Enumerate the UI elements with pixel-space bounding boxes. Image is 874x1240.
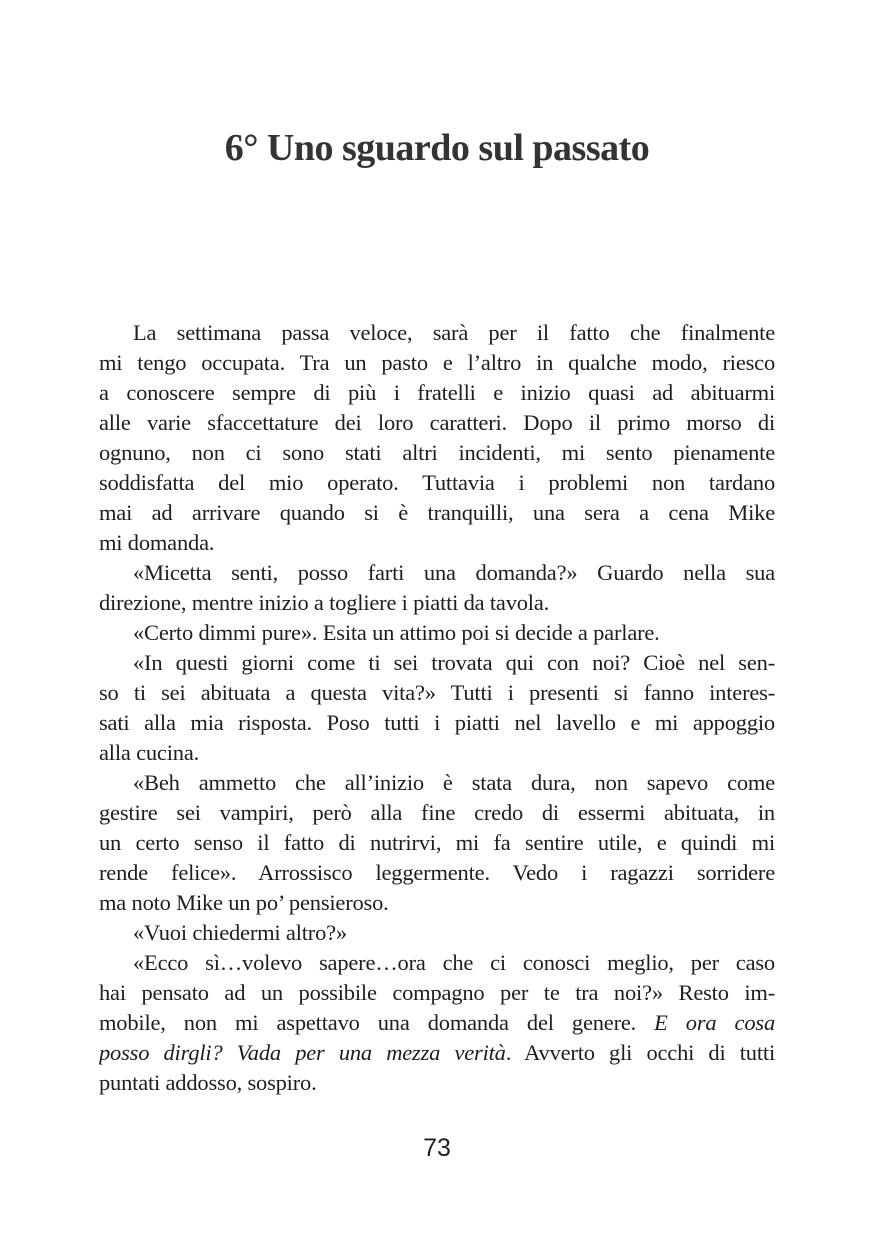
- text-line: [99, 768, 775, 798]
- paragraph: [99, 768, 775, 918]
- text-segment: alla cucina.: [99, 740, 200, 765]
- text-segment: gestire sei vampiri, però alla fine credo di essermi abituata, in: [99, 800, 775, 825]
- text-segment: un certo senso il fatto di nutrirvi, mi fa sentire utile, e quindi mi: [99, 830, 775, 855]
- text-segment: mi domanda.: [99, 530, 215, 555]
- text-line: [99, 648, 775, 678]
- text-line: [99, 738, 775, 768]
- text-segment: ognuno, non ci sono stati altri incidenti, mi sento pienamente: [99, 440, 775, 465]
- text-segment: «Vuoi chiedermi altro?»: [133, 920, 347, 945]
- text-segment: «Ecco sì…volevo sapere…ora che ci conosci meglio, per caso: [133, 950, 775, 975]
- body-text: [99, 318, 775, 1098]
- text-line: [99, 978, 775, 1008]
- text-line: [99, 348, 775, 378]
- text-line: [99, 618, 775, 648]
- paragraph: [99, 918, 775, 948]
- text-line: [99, 858, 775, 888]
- paragraph: [99, 318, 775, 558]
- text-line: [99, 378, 775, 408]
- text-segment: ma noto Mike un po’ pensieroso.: [99, 890, 389, 915]
- page-number: 73: [423, 1134, 451, 1162]
- text-line: [99, 558, 775, 588]
- text-line: [99, 798, 775, 828]
- text-line: [99, 408, 775, 438]
- text-segment: soddisfatta del mio operato. Tuttavia i problemi non tardano: [99, 470, 775, 495]
- text-segment: a conoscere sempre di più i fratelli e inizio quasi ad abituarmi: [99, 380, 775, 405]
- text-line: [99, 918, 775, 948]
- text-line: [99, 888, 775, 918]
- text-segment: mobile, non mi aspettavo una domanda del genere.: [99, 1010, 655, 1035]
- italic-segment: E ora cosa: [654, 1010, 775, 1035]
- text-segment: hai pensato ad un possibile compagno per te tra noi?» Resto im-: [99, 980, 775, 1005]
- text-line: [99, 588, 775, 618]
- text-line: [99, 438, 775, 468]
- text-line: [99, 498, 775, 528]
- text-segment: direzione, mentre inizio a togliere i piatti da tavola.: [99, 590, 550, 615]
- text-line: [99, 318, 775, 348]
- text-segment: sati alla mia risposta. Poso tutti i piatti nel lavello e mi appoggio: [99, 710, 775, 735]
- text-segment: so ti sei abituata a questa vita?» Tutti i presenti si fanno interes-: [99, 680, 775, 705]
- chapter-title: 6° Uno sguardo sul passato: [224, 127, 650, 169]
- text-line: [99, 708, 775, 738]
- italic-segment: posso dirgli? Vada per una mezza verità: [99, 1040, 506, 1065]
- text-segment: rende felice». Arrossisco leggermente. Vedo i ragazzi sorridere: [99, 860, 775, 885]
- text-segment: «In questi giorni come ti sei trovata qui con noi? Cioè nel sen-: [133, 650, 775, 675]
- text-segment: «Beh ammetto che all’inizio è stata dura, non sapevo come: [133, 770, 775, 795]
- text-line: [99, 828, 775, 858]
- paragraph: [99, 558, 775, 618]
- text-segment: . Avverto gli occhi di tutti: [505, 1040, 775, 1065]
- text-line: [99, 528, 775, 558]
- text-line: [99, 678, 775, 708]
- text-segment: mai ad arrivare quando si è tranquilli, una sera a cena Mike: [99, 500, 775, 525]
- text-line: [99, 948, 775, 978]
- text-line: [99, 468, 775, 498]
- text-segment: La settimana passa veloce, sarà per il fatto che finalmente: [133, 320, 775, 345]
- text-line: [99, 1008, 775, 1038]
- text-segment: «Micetta senti, posso farti una domanda?» Guardo nella sua: [133, 560, 775, 585]
- text-segment: «Certo dimmi pure». Esita un attimo poi si decide a parlare.: [133, 620, 660, 645]
- text-segment: alle varie sfaccettature dei loro caratteri. Dopo il primo morso di: [99, 410, 775, 435]
- text-segment: puntati addosso, sospiro.: [99, 1070, 317, 1095]
- paragraph: [99, 618, 775, 648]
- text-segment: mi tengo occupata. Tra un pasto e l’altro in qualche modo, riesco: [99, 350, 775, 375]
- paragraph: [99, 648, 775, 768]
- text-line: [99, 1068, 775, 1098]
- text-line: [99, 1038, 775, 1068]
- paragraph: [99, 948, 775, 1098]
